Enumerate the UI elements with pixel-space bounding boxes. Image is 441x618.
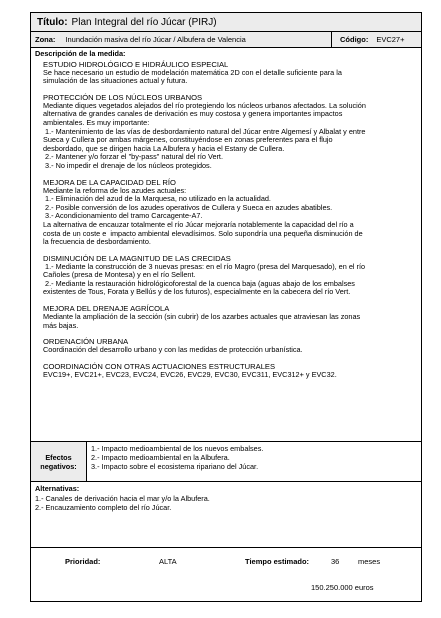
section-line: 2.- Mediante la restauración hidrológicoforestal de la cuenca baja (aguas abajo de los embalses — [43, 278, 355, 288]
negative-effects-list — [87, 442, 267, 481]
description-section — [43, 304, 417, 330]
title-row — [30, 12, 422, 32]
section-line: 2.- Mantener y/o forzar el "by-pass" natural del río Vert. — [43, 152, 223, 162]
section-line: 1.- Mantenimiento de las vías de desbordamiento natural del Júcar entre Algemesí y Albalat y entre — [43, 126, 366, 136]
section-line: la frecuencia de desbordamiento. — [43, 237, 151, 247]
effects-label-line2: negativos: — [40, 461, 77, 471]
section-line: ambientales. Es muy importante: — [43, 117, 150, 127]
description-section — [43, 337, 417, 355]
section-line: Sueca y Cullera por ambas márgenes, constituyéndose en zonas preferentes para el flujo — [43, 135, 333, 145]
zone-row — [30, 32, 422, 48]
description-section — [43, 254, 417, 297]
description-section — [43, 60, 417, 86]
time-unit: meses — [358, 557, 381, 566]
section-line: costa de un coste e impacto ambiental elevadísimos. Solo supondría una pequeña disminución de — [43, 228, 363, 238]
negative-effects-row — [30, 442, 422, 482]
description-box — [30, 48, 422, 442]
zone-label: Zona: — [35, 35, 56, 44]
section-title: MEJORA DE LA CAPACIDAD DEL RÍO — [43, 177, 176, 187]
section-line: desbordado, que se dirigen hacia La Albufera y hacia el Estany de Cullera. — [43, 143, 285, 153]
alternative-item: 1.- Canales de derivación hacia el mar y/o la Albufera. — [35, 493, 210, 503]
section-line: Coordinación del desarrollo urbano y con las medidas de protección urbanística. — [43, 345, 303, 355]
code-value: EVC27+ — [376, 35, 405, 44]
effects-label-line1: Efectos — [45, 452, 72, 462]
effect-item: 1.- Impacto medioambiental de los nuevos embalses. — [91, 444, 264, 453]
zone-value: Inundación masiva del río Júcar / Albufera de Valencia — [65, 35, 246, 44]
title-label: Título: — [37, 16, 68, 28]
description-sections — [35, 60, 417, 380]
section-line: 3.- Acondicionamiento del tramo Carcagente-A7. — [43, 211, 203, 221]
description-section — [43, 362, 417, 380]
code-cell — [331, 32, 421, 47]
measure-sheet — [30, 12, 422, 602]
priority-label: Prioridad: — [65, 557, 101, 566]
section-line: La alternativa de encauzar totalmente el río Júcar mejoraría notablemente la capacidad del río a — [43, 219, 354, 229]
time-value: 36 — [331, 557, 340, 566]
section-title: DISMINUCIÓN DE LA MAGNITUD DE LAS CRECIDAS — [43, 253, 231, 263]
effect-item: 2.- Impacto medioambiental en la Albufera. — [91, 453, 230, 462]
section-title: PROTECCIÓN DE LOS NÚCLEOS URBANOS — [43, 92, 203, 102]
negative-effects-label — [31, 442, 87, 481]
effect-item: 3.- Impacto sobre el ecosistema ripariano del Júcar. — [91, 462, 259, 471]
section-line: más bajas. — [43, 320, 79, 330]
section-line: 1.- Mediante la construcción de 3 nuevas presas: en el río Magro (presa del Marquesado), en el río — [43, 261, 366, 271]
section-title: ORDENACIÓN URBANA — [43, 337, 129, 347]
alternatives-heading: Alternativas: — [35, 484, 80, 493]
description-heading: Descripción de la medida: — [35, 49, 126, 58]
section-line: alternativa de grandes canales de derivación es muy costosa y genera importantes impactos — [43, 109, 343, 119]
section-line: Mediante la reforma de los azudes actuales: — [43, 185, 187, 195]
description-section — [43, 178, 417, 247]
section-line: Mediante la ampliación de la sección (sin cubrir) de los azarbes actuales que atraviesan las zonas — [43, 312, 361, 322]
section-title: ESTUDIO HIDROLÓGICO E HIDRÁULICO ESPECIAL — [43, 59, 229, 69]
code-label: Código: — [340, 35, 369, 44]
section-line: existentes de Tous, Forata y Bellús y de los futuros), especialmente en la cabecera del río Vert. — [43, 287, 351, 297]
section-line: 3.- No impedir el drenaje de los núcleos protegidos. — [43, 160, 212, 170]
section-line: simulación de las situaciones actual y futura. — [43, 76, 188, 86]
alternatives-box — [30, 482, 422, 548]
cost-value: 150.250.000 euros — [311, 583, 374, 592]
time-label: Tiempo estimado: — [245, 557, 310, 566]
priority-time-box — [30, 548, 422, 602]
section-line: Se hace necesario un estudio de modelación matemática 2D con el detalle suficiente para la — [43, 67, 342, 77]
title-value: Plan Integral del río Júcar (PIRJ) — [71, 16, 217, 28]
section-line: EVC19+, EVC21+, EVC23, EVC24, EVC26, EVC29, EVC30, EVC311, EVC312+ y EVC32. — [43, 369, 337, 379]
priority-value: ALTA — [159, 557, 177, 566]
section-line: Mediante diques vegetados alejados del río protegiendo los núcleos urbanos afectados. La solución — [43, 100, 366, 110]
section-line: Cañoles (presa de Montesa) y en el río Sellent. — [43, 270, 196, 280]
section-line: 2.- Posible conversión de los azudes operativos de Cullera y Sueca en azudes abatibles. — [43, 202, 333, 212]
section-title: COORDINACIÓN CON OTRAS ACTUACIONES ESTRUCTURALES — [43, 361, 276, 371]
alternative-item: 2.- Encauzamiento completo del río Júcar. — [35, 503, 172, 512]
section-line: 1.- Eliminación del azud de la Marquesa, no utilizado en la actualidad. — [43, 194, 271, 204]
description-section — [43, 93, 417, 171]
section-title: MEJORA DEL DRENAJE AGRÍCOLA — [43, 304, 170, 314]
zone-cell — [31, 35, 331, 44]
